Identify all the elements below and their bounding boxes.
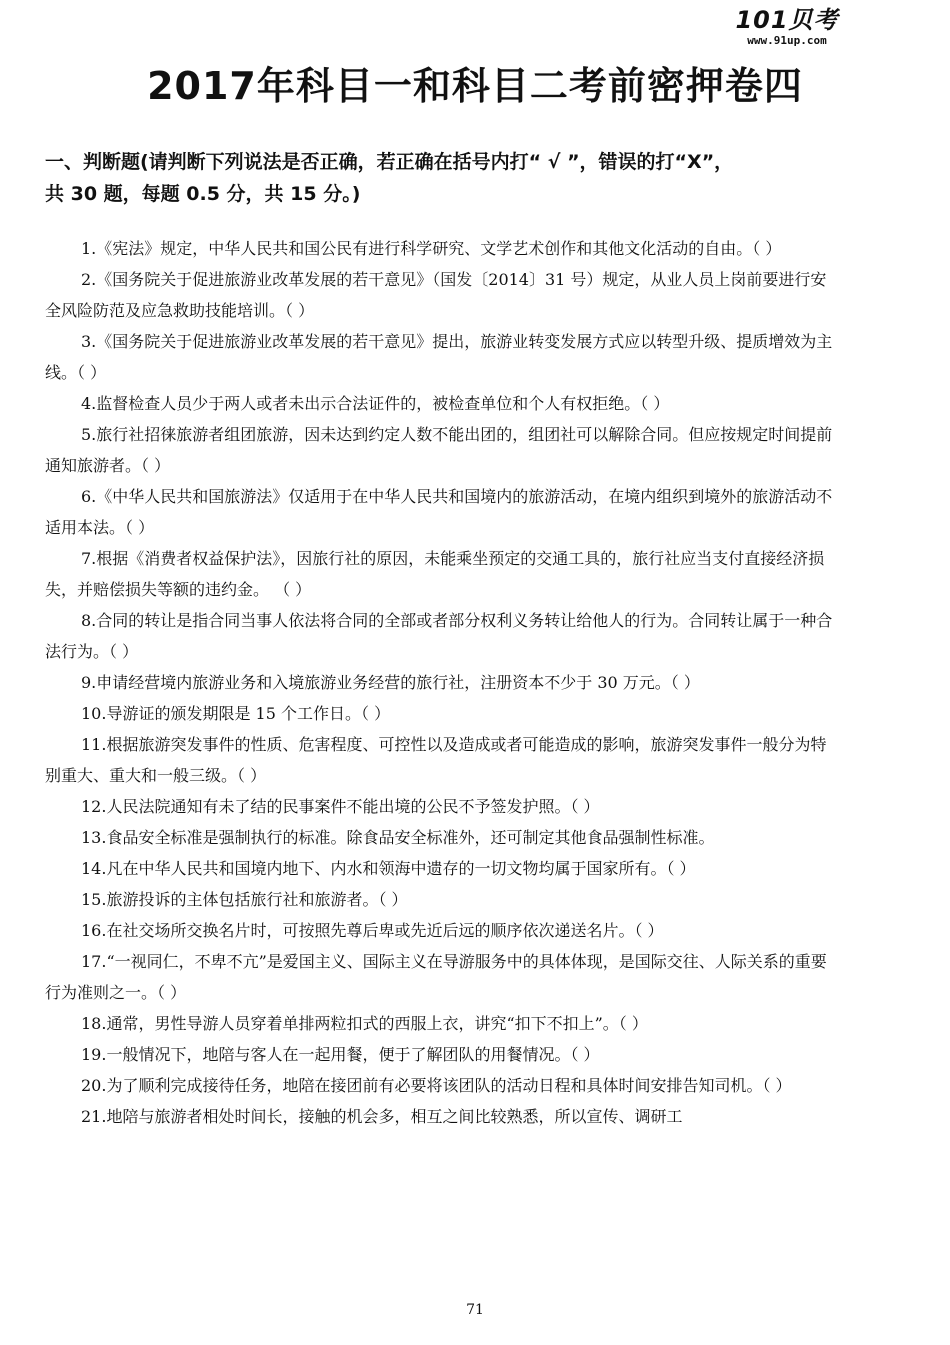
question-item: 12.人民法院通知有未了结的民事案件不能出境的公民不予签发护照。（ ）: [81, 797, 600, 816]
question-item: 1.《宪法》规定，中华人民共和国公民有进行科学研究、文学艺术创作和其他文化活动的自由。（ ）: [81, 239, 782, 258]
question-item: 5.旅行社招徕旅游者组团旅游，因未达到约定人数不能出团的，组团社可以解除合同。但应按规定时间提前通知旅游者。（ ）: [45, 425, 833, 475]
question-item: 17.“一视同仁，不卑不亢”是爱国主义、国际主义在导游服务中的具体体现，是国际交往、人际关系的重要行为准则之一。（ ）: [45, 952, 827, 1002]
question-item: 7.根据《消费者权益保护法》，因旅行社的原因，未能乘坐预定的交通工具的，旅行社应当支付直接经济损失，并赔偿损失等额的违约金。 （ ）: [45, 549, 825, 599]
question-item: 15.旅游投诉的主体包括旅行社和旅游者。（ ）: [81, 890, 408, 909]
question-item: 2.《国务院关于促进旅游业改革发展的若干意见》（国发〔2014〕31 号）规定，从业人员上岗前要进行安全风险防范及应急救助技能培训。（ ）: [45, 270, 827, 320]
question-item: 21.地陪与旅游者相处时间长，接触的机会多，相互之间比较熟悉，所以宣传、调研工: [81, 1107, 683, 1126]
section-heading: [45, 146, 865, 210]
question-item: 16.在社交场所交换名片时，可按照先尊后卑或先近后远的顺序依次递送名片。（ ）: [81, 921, 664, 940]
question-item: 11.根据旅游突发事件的性质、危害程度、可控性以及造成或者可能造成的影响，旅游突发事件一般分为特别重大、重大和一般三级。（ ）: [45, 735, 827, 785]
question-item: 8.合同的转让是指合同当事人依法将合同的全部或者部分权利义务转让给他人的行为。合同转让属于一种合法行为。（ ）: [45, 611, 833, 661]
page-title: 2017年科目一和科目二考前密押卷四: [147, 64, 803, 108]
logo-url: www.91up.com: [747, 34, 827, 47]
page-number: 71: [466, 1302, 484, 1318]
question-item: 6.《中华人民共和国旅游法》仅适用于在中华人民共和国境内的旅游活动，在境内组织到境外的旅游活动不适用本法。（ ）: [45, 487, 833, 537]
question-item: 4.监督检查人员少于两人或者未出示合法证件的，被检查单位和个人有权拒绝。（ ）: [81, 394, 670, 413]
question-item: 10.导游证的颁发期限是 15 个工作日。（ ）: [81, 704, 391, 723]
question-item: 18.通常，男性导游人员穿着单排两粒扣式的西服上衣，讲究“扣下不扣上”。（ ）: [81, 1014, 648, 1033]
logo-brand: 101贝考: [735, 6, 839, 34]
question-item: 13.食品安全标准是强制执行的标准。除食品安全标准外，还可制定其他食品强制性标准。: [81, 828, 715, 847]
section-heading-line-2: 共 30 题，每题 0.5 分，共 15 分。): [45, 183, 361, 205]
question-item: 20.为了顺利完成接待任务，地陪在接团前有必要将该团队的活动日程和具体时间安排告知司机。（ ）: [81, 1076, 792, 1095]
section-heading-line-1: 一、判断题(请判断下列说法是否正确，若正确在括号内打“ √ ”，错误的打“X”，: [45, 151, 734, 173]
logo: [727, 6, 847, 48]
question-item: 3.《国务院关于促进旅游业改革发展的若干意见》提出，旅游业转变发展方式应以转型升级、提质增效为主线。（ ）: [45, 332, 833, 382]
question-item: 9.申请经营境内旅游业务和入境旅游业务经营的旅行社，注册资本不少于 30 万元。（ ）: [81, 673, 700, 692]
question-item: 14.凡在中华人民共和国境内地下、内水和领海中遗存的一切文物均属于国家所有。（ ）: [81, 859, 696, 878]
question-item: 19.一般情况下，地陪与客人在一起用餐，便于了解团队的用餐情况。（ ）: [81, 1045, 600, 1064]
question-list: [45, 233, 840, 1132]
